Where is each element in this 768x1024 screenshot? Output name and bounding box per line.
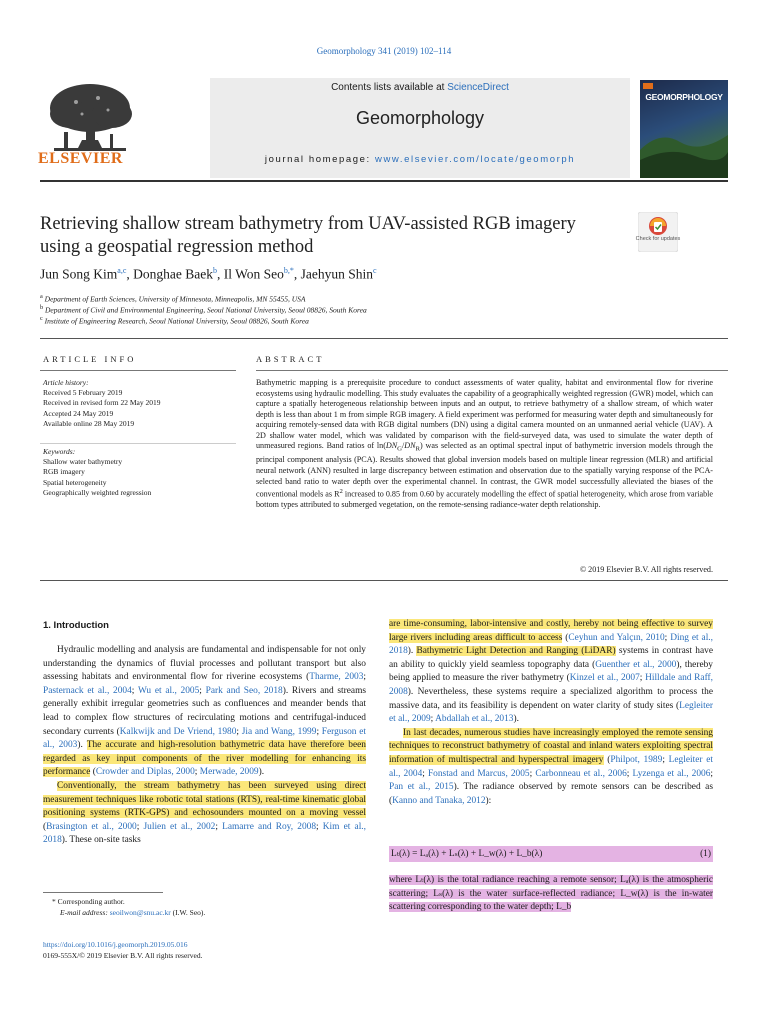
article-history — [43, 378, 233, 429]
body-text: ; — [236, 726, 242, 737]
equation-description — [389, 874, 713, 915]
citation-link[interactable]: Tharme, 2003 — [309, 672, 364, 683]
doi-link[interactable]: https://doi.org/10.1016/j.geomorph.2019.05.016 — [43, 940, 188, 949]
section-heading: 1. Introduction — [43, 620, 109, 631]
body-text: ; — [639, 673, 646, 684]
body-text: ( — [562, 632, 569, 643]
band-ratio-numerator: DN — [385, 441, 398, 451]
body-text: ; — [199, 685, 206, 696]
abstract-text: Bathymetric mapping is a prerequisite procedure to conduct assessments of water quality, habitat and environmental flow for riverine ecosystems using hydraulic modelling. This study evaluates the capability of a geographically weighted regression (GWR) model, which can capture a spatially heterogeneous relationship between inputs and an output, to retrieve bathymetry of a shallow stream, of which water depth is less than about 1 m from simple RGB imagery. A field experiment was performed for measuring water depth and simultaneously for acquiring remotely-sensed data with RGB digital numbers (DN) using a digital camera mounted on an unmanned aerial vehicle (UAV). A 2D shallow water model, which was validated by comparison with the field-surveyed data, was used to simulate the water depth of unmeasured regions. Band ratios of $\ln(DN_G/DN_R)$ was selected as an optimal spectral input of bathymetric inversion models through the principal component analysis (PCA). Results showed that global inversion models based on multiple linear regression (MLR) and artificial neural network (ANN) resulted in large discrepancy between estimation and observation due to the spatially varying response of the PCA-selected band ratio to water depth over the experimental channel. In contrast, the GWR model successfully alleviated the biases of the conventional models as $R^2$ increased to 0.85 from 0.60 by accurately modelling the effect of spatial heterogeneity, which arose from variable bottom types attributed to submerged vegetation, on the remote-sensing radiance-water depth relationship. — [256, 378, 713, 510]
affiliation — [40, 293, 305, 304]
body-text: ; — [710, 768, 714, 779]
body-text: ; — [215, 821, 223, 832]
author-name[interactable]: Donghae Baek — [133, 266, 213, 282]
contents-prefix: Contents lists available at — [331, 82, 448, 93]
article-info-rule — [40, 370, 236, 371]
highlighted-text: Bathymetric Light Detection and Ranging (LiDAR) — [416, 646, 616, 657]
issn-copyright: 0169-555X/© 2019 Elsevier B.V. All rights reserved. — [43, 951, 203, 960]
citation-link[interactable]: Pasternack et al., 2004 — [43, 685, 132, 696]
body-text: ; — [662, 754, 669, 765]
homepage-link[interactable]: www.elsevier.com/locate/geomorph — [375, 154, 576, 165]
author-affiliation-mark[interactable]: b — [212, 266, 217, 275]
citation-link[interactable]: Ding et al., 2018 — [389, 632, 713, 657]
abstract-part: increased to 0.85 from 0.60 by accurately modelling the effect of spatial heterogeneity, which arose from variable bottom types attributed to submerged vegetation, on the remote-sensing radiance-water depth relationship. — [256, 489, 713, 510]
citation-link[interactable]: Crowder and Diplas, 2000 — [95, 767, 195, 778]
author-separator: , — [293, 266, 301, 282]
body-text: ). — [258, 767, 265, 778]
citation-link[interactable]: Philpot, 1989 — [610, 754, 663, 765]
cover-title: GEOMORPHOLOGY — [645, 92, 723, 102]
journal-reference-link[interactable]: Geomorphology 341 (2019) 102–114 — [316, 46, 452, 56]
body-text: ). — [407, 646, 417, 657]
band-ratio-numerator-sub: G — [397, 445, 403, 453]
abstract-heading: ABSTRACT — [256, 354, 325, 364]
author-affiliation-mark[interactable]: b,* — [283, 266, 294, 275]
history-item: Available online 28 May 2019 — [43, 418, 135, 428]
affiliation-rule — [40, 338, 728, 339]
citation-link[interactable]: Kanno and Tanaka, 2012 — [392, 795, 486, 806]
history-label: Article history: — [43, 378, 89, 387]
citation-link[interactable]: Carbonneau et al., 2006 — [535, 768, 627, 779]
keywords-rule — [40, 443, 236, 444]
citation-link[interactable]: Legleiter et al., 2009 — [389, 700, 713, 725]
body-column-left — [43, 644, 366, 848]
highlighted-text: Conventionally, the stream bathymetry has been surveyed using direct measurement techniques like robotic total stations (RTS), real-time kinematic global positioning systems (RTK-GPS) and echosounders mounted on a moving vessel — [43, 780, 366, 819]
citation-link[interactable]: Hilldale and Raff, 2008 — [389, 673, 714, 697]
highlighted-text: In last decades, numerous studies have increasingly employed the remote sensing techniques to reconstruct bathymetry of coastal and inland waters exploiting spectral information of multispectral and hyperspectral imagery — [389, 727, 713, 765]
body-text: ( — [43, 821, 47, 832]
paragraph — [389, 618, 713, 727]
history-item: Received in revised form 22 May 2019 — [43, 398, 161, 408]
article-title: Retrieving shallow stream bathymetry from UAV-assisted RGB imagery using a geospatial regression method — [40, 214, 576, 257]
keywords — [43, 447, 233, 498]
citation-link[interactable]: Julien et al., 2002 — [143, 821, 216, 832]
body-text: ; — [363, 672, 366, 683]
body-text: ). — [77, 740, 87, 751]
body-text: ; — [664, 632, 671, 643]
history-item: Accepted 24 May 2019 — [43, 408, 114, 418]
footnote-rule — [43, 892, 163, 893]
affiliation-mark: b — [40, 304, 44, 311]
equation-number: (1) — [700, 849, 711, 859]
paragraph — [43, 780, 366, 848]
corresponding-author-note: * Corresponding author. — [52, 897, 125, 906]
history-item: Received 5 February 2019 — [43, 388, 123, 398]
citation-link[interactable]: Wu et al., 2005 — [137, 685, 200, 696]
sciencedirect-link[interactable]: ScienceDirect — [447, 82, 509, 93]
citation-link[interactable]: Ceyhun and Yalçın, 2010 — [568, 632, 665, 643]
body-text: ; — [131, 685, 138, 696]
citation-link[interactable]: Lamarre and Roy, 2008 — [222, 821, 317, 832]
body-text: ; — [529, 768, 536, 779]
abstract-bottom-rule — [40, 580, 728, 581]
email-label: E-mail address: — [60, 908, 110, 917]
author-affiliation-mark[interactable]: a,c — [117, 266, 127, 275]
citation-link[interactable]: Lyzenga et al., 2006 — [632, 768, 711, 779]
paragraph — [389, 727, 713, 809]
keywords-label: Keywords: — [43, 447, 76, 456]
body-text: systems in contrast have an ability to quickly yield seamless topography data ( — [389, 646, 713, 670]
keyword: Shallow water bathymetry — [43, 457, 123, 467]
keyword: Geographically weighted regression — [43, 487, 152, 497]
author-name[interactable]: Jaehyun Shin — [300, 266, 374, 282]
body-text: ; — [136, 821, 144, 832]
journal-name: Geomorphology — [355, 108, 485, 128]
citation-link[interactable]: Brasington et al., 2000 — [46, 821, 137, 832]
body-text: ). These on-site tasks — [61, 835, 141, 846]
citation-link[interactable]: Merwade, 2009 — [199, 767, 259, 778]
citation-link[interactable]: Pan et al., 2015 — [389, 782, 454, 793]
citation-link[interactable]: Abdallah et al., 2013 — [435, 714, 514, 725]
affiliation-text: Department of Civil and Environmental Engineering, Seoul National University, Seoul 08826, South Korea — [45, 305, 367, 315]
email-note — [60, 908, 205, 917]
contents-availability — [210, 82, 630, 93]
homepage-prefix: journal homepage: — [264, 154, 376, 165]
equation-1 — [389, 846, 713, 862]
citation-link[interactable]: Ferguson et al., 2003 — [43, 726, 366, 751]
body-text: ( — [90, 767, 96, 778]
author-separator: , — [126, 266, 134, 282]
body-text: ). The radiance observed by remote sensors can be described as ( — [389, 782, 713, 806]
abstract-part: ) was selected as an optimal spectral input of bathymetric inversion models through the principal component analysis (PCA). Results showed that global inversion models based on multiple linear regression (MLR) and artificial neural network (ANN) resulted in large discrepancy between estimation and observation due to the spatially varying response of the PCA-selected band ratio to water depth over the experimental channel. In contrast, the GWR model successfully alleviated the biases of the conventional models as R — [256, 441, 713, 499]
r-squared-superscript: 2 — [339, 488, 343, 496]
affiliation-text: Department of Earth Sciences, University of Minnesota, Minneapolis, MN 55455, USA — [44, 294, 306, 304]
corresponding-author-text: Corresponding author. — [57, 897, 125, 906]
body-text: ; — [316, 726, 322, 737]
author-affiliation-mark[interactable]: c — [373, 266, 377, 275]
body-text: ; — [626, 768, 633, 779]
author-separator: , — [216, 266, 224, 282]
abstract-copyright: © 2019 Elsevier B.V. All rights reserved. — [579, 565, 713, 574]
abstract-rule — [256, 370, 728, 371]
body-text: ). Rivers and streams generally exhibit irregular geometries such as confluences and meander bends that lead to complex flow structures of recirculating motions and centrifugal-induced secondary currents ( — [43, 685, 367, 737]
check-for-updates-label: Check for updates — [635, 236, 681, 242]
citation-link[interactable]: Kalkwijk and De Vriend, 1980 — [119, 726, 237, 737]
body-text: ( — [603, 754, 611, 765]
citation-link[interactable]: Legleiter et al., 2004 — [389, 754, 714, 779]
band-ratio-denominator: DN — [404, 441, 416, 451]
body-column-right — [389, 618, 713, 808]
check-for-updates-icon[interactable] — [638, 212, 678, 252]
band-ratio-denominator-sub: R — [415, 445, 421, 453]
citation-link[interactable]: Kim et al., 2018 — [43, 821, 366, 846]
affiliation-mark: c — [40, 315, 43, 322]
abstract-part: Bathymetric mapping is a prerequisite procedure to conduct assessments of water quality, habitat and environmental flow for riverine ecosystems using hydraulic modelling. This study evaluates the capability of a geographically weighted regression (GWR) model, which can capture a spatially heterogeneous relationship between inputs and an output, to retrieve bathymetry of a shallow stream, of which water depth is less than about 1 m from simple RGB imagery. A field experiment was performed for measuring water depth and simultaneously for acquiring remotely-sensed data with RGB digital numbers (DN) using a digital camera mounted on an unmanned aerial vehicle (UAV). A 2D shallow water model, which was validated by comparison with the field-surveyed data, was used to simulate the water depth of unmeasured regions. Band ratios of ln( — [256, 378, 713, 451]
equation-description-text: where Lₜ(λ) is the total radiance reaching a remote sensor; Lₐ(λ) is the atmospheric scattering; Lₛ(λ) is the water surface-reflected radiance; L_w(λ) is the in-water scattering corresponding to the water depth; L_b — [389, 875, 713, 913]
paragraph — [43, 644, 366, 780]
email-suffix: (I.W. Seo). — [170, 908, 206, 917]
highlighted-text: The accurate and high-resolution bathymetric data have therefore been regarded as key input components of the river modelling for enhancing its performance — [43, 740, 366, 778]
citation-link[interactable]: Guenther et al., 2000 — [595, 659, 677, 670]
keyword: Spatial heterogeneity — [43, 477, 107, 487]
citation-link[interactable]: Park and Seo, 2018 — [205, 685, 283, 696]
affiliation-text: Institute of Engineering Research, Seoul National University, Seoul 08826, South Korea — [44, 316, 309, 326]
elsevier-wordmark: ELSEVIER — [38, 150, 123, 167]
body-text: ; — [194, 767, 200, 778]
body-text: ; — [422, 768, 428, 779]
affiliation — [40, 315, 309, 326]
keyword: RGB imagery — [43, 467, 85, 477]
body-text: ; — [430, 714, 436, 725]
body-text: ). — [513, 714, 519, 725]
citation-link[interactable]: Jia and Wang, 1999 — [241, 726, 317, 737]
author-name[interactable]: Jun Song Kim — [40, 266, 118, 282]
email-link[interactable]: seoilwon@snu.ac.kr — [109, 908, 171, 917]
affiliation-mark: a — [40, 293, 43, 300]
body-text: ; — [316, 821, 323, 832]
affiliation — [40, 304, 367, 315]
citation-link[interactable]: Fonstad and Marcus, 2005 — [427, 768, 530, 779]
header-rule — [40, 180, 728, 182]
journal-homepage — [210, 154, 630, 165]
author-list — [40, 266, 377, 283]
body-text: Hydraulic modelling and analysis are fundamental and indispensable for not only understanding the dynamics of fluvial processes and pollutant transport but also assessing habitats and environmental flow for riverine ecosystems ( — [43, 645, 366, 683]
body-text: ): — [485, 795, 492, 806]
body-text: ), thereby being applied to measure the river bathymetry ( — [389, 659, 713, 684]
body-text: ). Nevertheless, these systems require a specialized algorithm to process the massive data, and its feasibility is dependent on water clarity of study sites ( — [389, 686, 713, 711]
article-info-heading: ARTICLE INFO — [43, 354, 137, 364]
author-name[interactable]: Il Won Seo — [223, 266, 284, 282]
equation-expression: Lₜ(λ) = Lₐ(λ) + Lₛ(λ) + L_w(λ) + L_b(λ) — [391, 849, 543, 859]
citation-link[interactable]: Kinzel et al., 2007 — [569, 673, 640, 684]
highlighted-text: are time-consuming, labor-intensive and costly, hereby not being effective to survey large rivers including areas difficult to access — [389, 619, 713, 643]
